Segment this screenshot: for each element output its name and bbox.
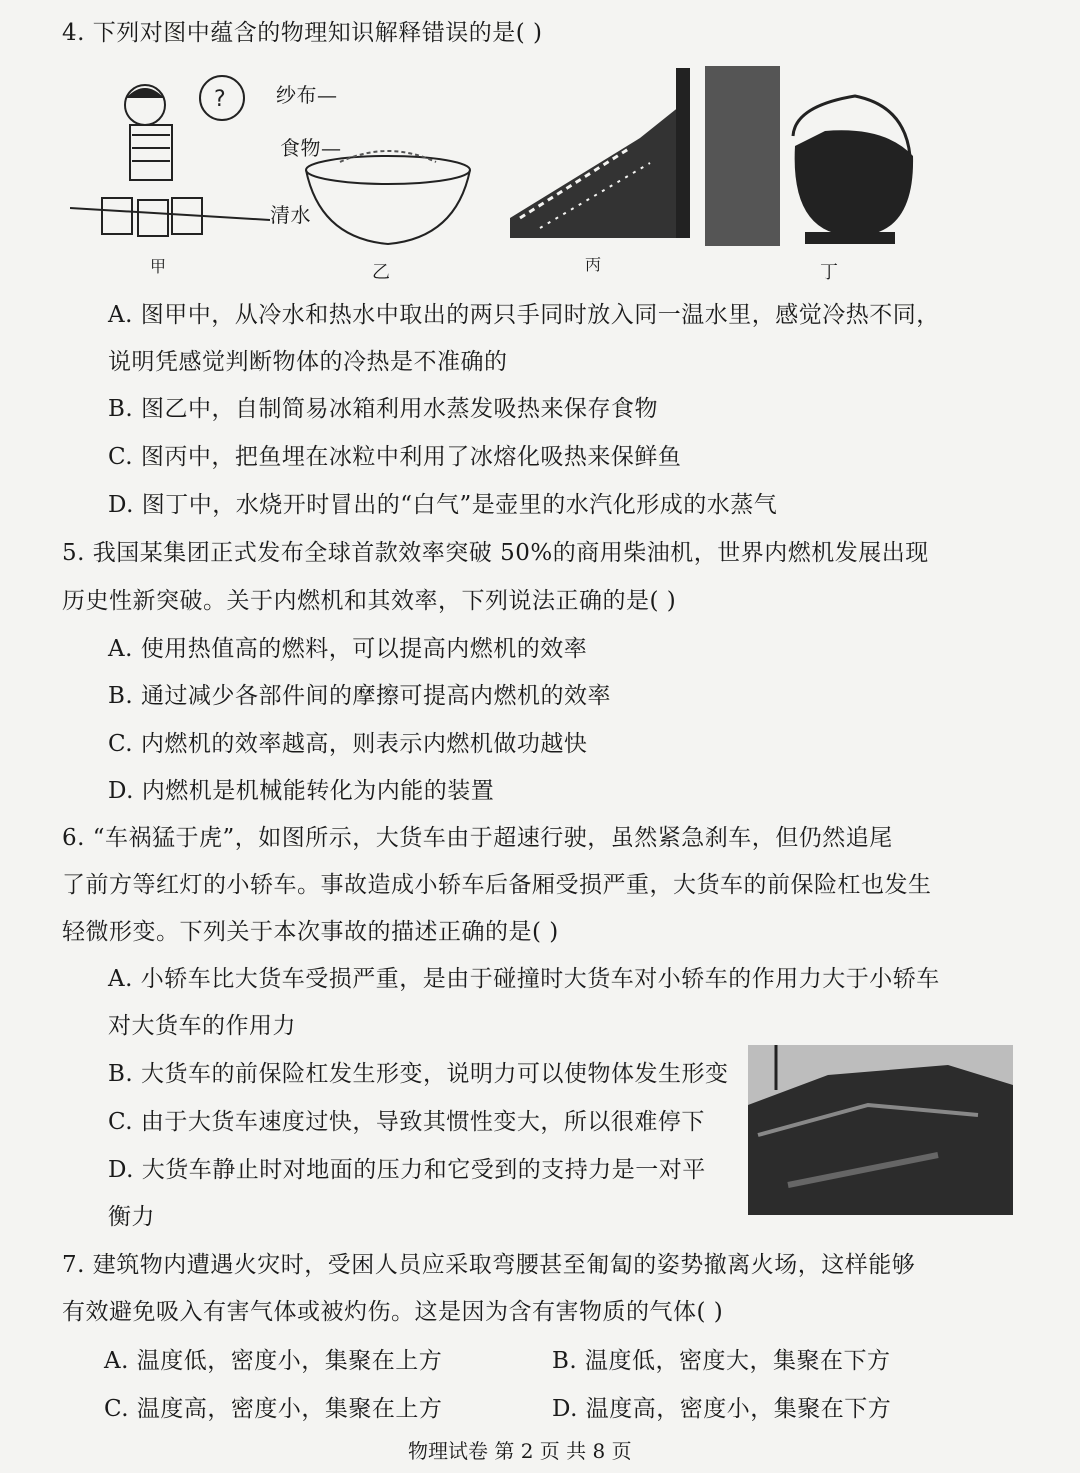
page-footer: 物理试卷 第 2 页 共 8 页 <box>408 1439 632 1463</box>
q6-stem-line1: 6. “车祸猛于虎”，如图所示，大货车由于超速行驶，虽然紧急刹车，但仍然追尾 <box>62 825 893 851</box>
q6-stem-line3: 轻微形变。下列关于本次事故的描述正确的是( ) <box>62 919 559 945</box>
q6-option-d-line2: 衡力 <box>108 1204 155 1230</box>
figure-label-yi: 乙 <box>372 262 390 283</box>
label-food: 食物— <box>280 136 342 160</box>
q6-option-c: C. 由于大货车速度过快，导致其惯性变大，所以很难停下 <box>108 1109 705 1135</box>
q4-option-b: B. 图乙中，自制简易冰箱利用水蒸发吸热来保存食物 <box>108 396 659 422</box>
figure-truck-collision-photo <box>748 1045 1013 1215</box>
label-water: 清水 <box>270 203 311 227</box>
q6-option-a-line2: 对大货车的作用力 <box>108 1013 296 1039</box>
q7-stem-line2: 有效避免吸入有害气体或被灼伤。这是因为含有害物质的气体( ) <box>62 1299 724 1325</box>
figure-ding-kettle <box>705 66 920 256</box>
figure-bing-fish-ice <box>490 68 705 248</box>
figure-jia-boy-cups <box>70 70 270 250</box>
svg-text:?: ? <box>214 87 226 112</box>
q7-option-a: A. 温度低，密度小，集聚在上方 <box>104 1348 443 1374</box>
q5-option-a: A. 使用热值高的燃料，可以提高内燃机的效率 <box>108 636 588 662</box>
q6-option-b: B. 大货车的前保险杠发生形变，说明力可以使物体发生形变 <box>108 1061 729 1087</box>
label-gauze: 纱布— <box>276 83 338 107</box>
q4-stem: 4. 下列对图中蕴含的物理知识解释错误的是( ) <box>62 20 543 46</box>
q5-stem-line2: 历史性新突破。关于内燃机和其效率，下列说法正确的是( ) <box>62 588 677 614</box>
q5-option-d: D. 内燃机是机械能转化为内能的装置 <box>108 778 495 804</box>
q7-option-c: C. 温度高，密度小，集聚在上方 <box>104 1396 443 1422</box>
q4-option-a-line1: A. 图甲中，从冷水和热水中取出的两只手同时放入同一温水里，感觉冷热不同， <box>108 302 940 328</box>
q4-option-c: C. 图丙中，把鱼埋在冰粒中利用了冰熔化吸热来保鲜鱼 <box>108 444 682 470</box>
q6-option-a-line1: A. 小轿车比大货车受损严重，是由于碰撞时大货车对小轿车的作用力大于小轿车 <box>108 966 940 992</box>
q5-option-c: C. 内燃机的效率越高，则表示内燃机做功越快 <box>108 731 588 757</box>
figure-label-jia: 甲 <box>150 257 167 276</box>
q4-option-a-line2: 说明凭感觉判断物体的冷热是不准确的 <box>108 349 508 375</box>
q5-stem-line1: 5. 我国某集团正式发布全球首款效率突破 50%的商用柴油机，世界内燃机发展出现 <box>62 540 929 566</box>
q5-option-b: B. 通过减少各部件间的摩擦可提高内燃机的效率 <box>108 683 612 709</box>
q6-stem-line2: 了前方等红灯的小轿车。事故造成小轿车后备厢受损严重，大货车的前保险杠也发生 <box>62 872 932 898</box>
q4-option-d: D. 图丁中，水烧开时冒出的“白气”是壶里的水汽化形成的水蒸气 <box>108 492 778 518</box>
q6-option-d-line1: D. 大货车静止时对地面的压力和它受到的支持力是一对平 <box>108 1157 706 1183</box>
q7-option-d: D. 温度高，密度小，集聚在下方 <box>552 1396 892 1422</box>
q7-stem-line1: 7. 建筑物内遭遇火灾时，受困人员应采取弯腰甚至匍匐的姿势撤离火场，这样能够 <box>62 1252 916 1278</box>
q7-option-b: B. 温度低，密度大，集聚在下方 <box>552 1348 891 1374</box>
figure-label-bing: 丙 <box>585 255 602 274</box>
figure-label-ding: 丁 <box>820 262 838 283</box>
